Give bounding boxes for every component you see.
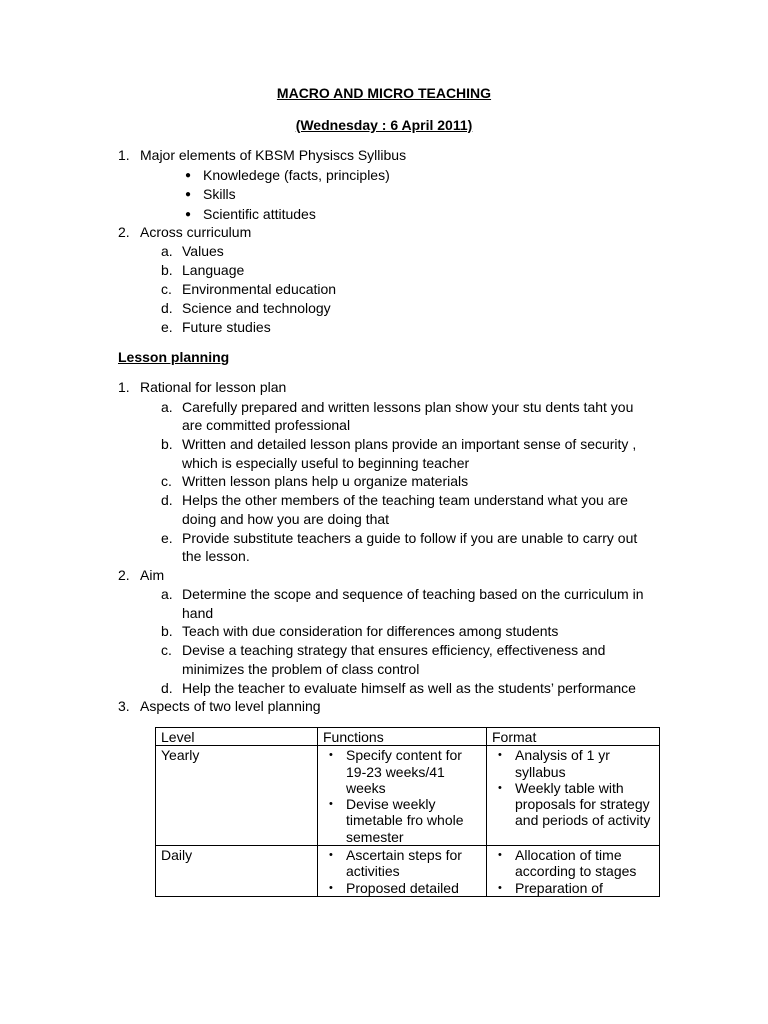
function-item: • Proposed detailed [323, 880, 481, 896]
bullet-icon: ● [185, 209, 192, 220]
subitem-letter: b. [161, 623, 173, 639]
subitem-text: Carefully prepared and written lessons plan show your stu dents taht you [182, 399, 634, 415]
subitem-text: hand [182, 605, 214, 621]
bullet-icon: ● [185, 189, 192, 200]
document-title: MACRO AND MICRO TEACHING [276, 85, 492, 101]
subitem-letter: c. [161, 473, 172, 489]
function-item: • Devise weekly timetable fro whole semester [323, 796, 481, 845]
subitem-letter: b. [161, 436, 173, 452]
subitem-text: the lesson. [182, 548, 250, 564]
subitem-text: Written lesson plans help u organize materials [182, 473, 469, 489]
subitem-letter: a. [161, 586, 173, 602]
subitem-letter: e. [161, 530, 173, 546]
header-level: Level [156, 728, 318, 746]
subitem-text: Provide substitute teachers a guide to follow if you are unable to carry out [182, 530, 638, 546]
cell-functions [318, 846, 487, 897]
subitem-text: minimizes the problem of class control [182, 661, 420, 677]
item-text: Aspects of two level planning [140, 698, 321, 714]
format-item: • Preparation of [492, 880, 654, 896]
subitem-letter: a. [161, 243, 173, 259]
subitem-letter: e. [161, 319, 173, 335]
format-item: • Analysis of 1 yr syllabus [492, 747, 654, 780]
subitem-text: doing and how you are doing that [182, 511, 390, 527]
item-text: Across curriculum [140, 224, 252, 240]
subitem-letter: a. [161, 399, 173, 415]
item-number: 1. [118, 379, 130, 395]
table-row [156, 746, 660, 846]
item-number: 1. [118, 147, 130, 163]
subitem-text: Language [182, 262, 245, 278]
item-number: 3. [118, 698, 130, 714]
subitem-text: Teach with due consideration for differences among students [182, 623, 559, 639]
subitem-text: Science and technology [182, 300, 331, 316]
cell-functions [318, 746, 487, 846]
cell-level: Daily [156, 846, 318, 897]
bullet-icon: ● [185, 170, 192, 181]
subitem-text: which is especially useful to beginning teacher [182, 455, 470, 471]
cell-format [487, 746, 660, 846]
document-date: (Wednesday : 6 April 2011) [295, 117, 473, 133]
subitem-text: Future studies [182, 319, 271, 335]
bullet-text: Knowledege (facts, principles) [203, 167, 390, 183]
format-item: • Weekly table with proposals for strategy and periods of activity [492, 780, 654, 829]
subitem-text: Environmental education [182, 281, 337, 297]
subitem-text: Values [182, 243, 224, 259]
subitem-letter: c. [161, 642, 172, 658]
subitem-text: Helps the other members of the teaching team understand what you are [182, 492, 628, 508]
section-heading: Lesson planning [118, 349, 230, 365]
subitem-letter: d. [161, 492, 173, 508]
item-number: 2. [118, 224, 130, 240]
planning-table [155, 727, 660, 897]
table-row [156, 846, 660, 897]
subitem-text: Determine the scope and sequence of teaching based on the curriculum in [182, 586, 644, 602]
format-item: • Allocation of time according to stages [492, 847, 654, 880]
function-item: • Specify content for 19-23 weeks/41 weeks [323, 747, 481, 796]
subitem-text: Devise a teaching strategy that ensures efficiency, effectiveness and [182, 642, 606, 658]
item-number: 2. [118, 567, 130, 583]
subitem-letter: d. [161, 300, 173, 316]
cell-level: Yearly [156, 746, 318, 846]
item-text: Rational for lesson plan [140, 379, 287, 395]
header-format: Format [487, 728, 660, 746]
table-header-row [156, 728, 660, 746]
subitem-text: are committed professional [182, 417, 351, 433]
header-functions: Functions [318, 728, 487, 746]
item-text: Aim [140, 567, 165, 583]
bullet-text: Scientific attitudes [203, 206, 316, 222]
bullet-text: Skills [203, 186, 236, 202]
subitem-letter: c. [161, 281, 172, 297]
function-item: • Ascertain steps for activities [323, 847, 481, 880]
subitem-letter: b. [161, 262, 173, 278]
subitem-letter: d. [161, 680, 173, 696]
subitem-text: Written and detailed lesson plans provide an important sense of security , [182, 436, 637, 452]
item-text: Major elements of KBSM Physiscs Syllibus [140, 147, 407, 163]
subitem-text: Help the teacher to evaluate himself as well as the students’ performance [182, 680, 636, 696]
cell-format [487, 846, 660, 897]
